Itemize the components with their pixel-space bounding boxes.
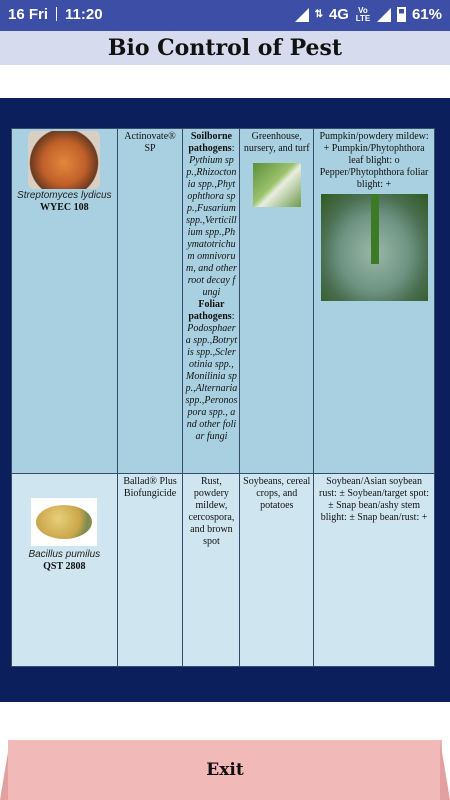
target-label-foliar: Foliar pathogens (188, 299, 232, 322)
target-cell: Soilborne pathogens: Pythium spp.,Rhizoctonia spp.,Phytophthora spp.,Fusarium spp.,Verticillium spp.,Phymatotrichum omnivorum, and other root decay fungi Foliar pathogens: Podosphaera spp.,Botrytis spp.,Sclerotinia spp.,Monilinia spp.,Alternaria spp.,Peronospora spp., and other foliar fungi (183, 129, 240, 474)
organism-cell (12, 474, 118, 667)
crops-cell: Soybeans, cereal crops, and potatoes (240, 474, 314, 667)
leaf-image (253, 163, 301, 207)
target-label-soilborne: Soilborne pathogens (188, 131, 232, 154)
organism-name: Streptomyces lydicus (17, 190, 112, 201)
target-text-soilborne: Pythium spp.,Rhizoctonia spp.,Phytophthora spp.,Fusarium spp.,Verticillium spp.,Phymatotrichum omnivorum, and other root decay fungi (186, 155, 237, 298)
organism-cell (12, 129, 118, 474)
pumpkin-image (321, 194, 428, 301)
exit-bevel-right (440, 740, 450, 800)
crops-cell (240, 129, 314, 474)
efficacy-cell (314, 129, 435, 474)
content-frame[interactable] (0, 98, 450, 702)
data-arrows-icon: ⇅ (314, 9, 323, 20)
organism-name: Bacillus pumilus (28, 549, 101, 560)
status-left (8, 6, 103, 23)
signal-icon (295, 8, 309, 22)
page-title: Bio Control of Pest (107, 35, 343, 61)
target-cell: Rust, powdery mildew, cercospora, and brown spot (183, 474, 240, 667)
exit-bar (0, 740, 450, 800)
status-date: 16 Fri (8, 6, 49, 23)
biocontrol-table (11, 128, 435, 667)
status-right (295, 6, 442, 23)
efficacy-cell: Soybean/Asian soybean rust: ± Soybean/target spot: ± Snap bean/ashy stem blight: ± Snap bean/rust: + (314, 474, 435, 667)
streptomyces-image (28, 131, 100, 189)
status-divider (56, 7, 57, 21)
volte-indicator: Vo LTE (355, 5, 371, 23)
bacillus-image (31, 498, 97, 546)
battery-level: 61% (411, 6, 442, 23)
status-bar (0, 0, 450, 31)
product-cell: Actinovate® SP (117, 129, 183, 474)
target-text-foliar: Podosphaera spp.,Botrytis spp.,Sclerotinia spp.,Monilinia spp.,Alternaria spp.,Peronospora spp., and other foliar fungi (185, 323, 238, 442)
signal-icon-2 (377, 8, 391, 22)
efficacy-text: Pumpkin/powdery mildew: + Pumpkin/Phytophthora leaf blight: o Pepper/Phytophthora foliar blight: + (319, 131, 429, 190)
strain-name: WYEC 108 (39, 202, 89, 213)
strain-name: QST 2808 (43, 561, 86, 572)
table-row (12, 129, 435, 474)
table-row (12, 474, 435, 667)
battery-icon (397, 7, 406, 22)
crops-text: Greenhouse, nursery, and turf (243, 131, 310, 154)
status-time: 11:20 (65, 6, 103, 23)
product-cell: Ballad® Plus Biofungicide (117, 474, 183, 667)
title-bar (0, 31, 450, 65)
network-type: 4G (328, 6, 349, 23)
exit-button[interactable]: Exit (8, 740, 442, 800)
